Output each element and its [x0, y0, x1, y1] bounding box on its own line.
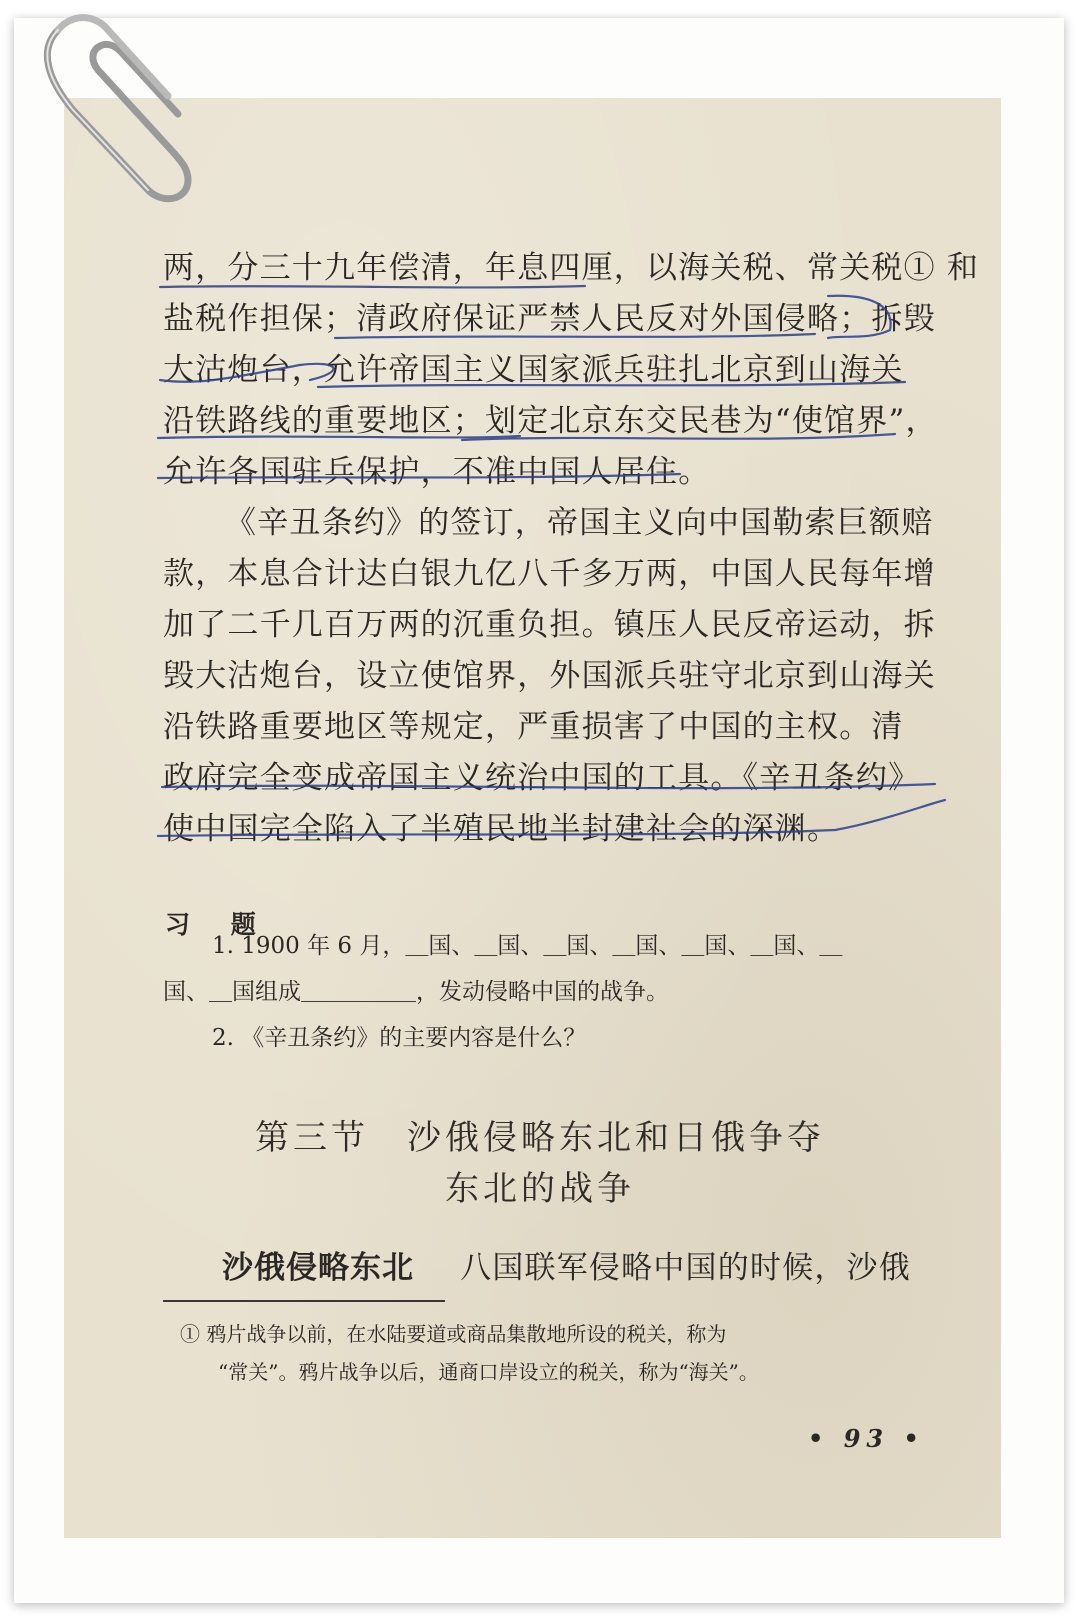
exercise-q1-line1: 1. 1900 年 6 月，＿国、＿国、＿国、＿国、＿国、＿国、＿ [212, 933, 843, 959]
paperclip-icon [28, 0, 198, 210]
body-line-6: 《辛丑条约》的签订，帝国主义向中国勒索巨额赔 [225, 505, 934, 541]
exercise-q1-line2: 国、＿国组成＿＿＿＿＿，发动侵略中国的战争。 [163, 979, 669, 1005]
body-line-5: 允许各国驻兵保护，不准中国人居住。 [163, 454, 711, 490]
body-line-2: 盐税作担保；清政府保证严禁人民反对外国侵略；拆毁 [163, 301, 936, 337]
section-lead-paragraph [222, 1248, 922, 1288]
body-line-9: 毁大沽炮台，设立使馆界，外国派兵驻守北京到山海关 [163, 658, 936, 694]
exercise-q2: 2. 《辛丑条约》的主要内容是什么？ [212, 1025, 587, 1051]
page-number: • 93 • [808, 1424, 925, 1453]
body-line-8: 加了二千几百万两的沉重负担。镇压人民反帝运动，拆 [163, 607, 936, 643]
footnote-line1: ① 鸦片战争以前，在水陆要道或商品集散地所设的税关，称为 [180, 1322, 727, 1346]
footnote-divider [163, 1300, 445, 1302]
section-title-line1: 第三节 沙俄侵略东北和日俄争夺 [255, 1118, 825, 1158]
body-line-11: 政府完全变成帝国主义统治中国的工具。《辛丑条约》 [163, 760, 921, 796]
body-line-1: 两，分三十九年偿清，年息四厘，以海关税、常关税① 和 [163, 250, 980, 286]
body-line-10: 沿铁路重要地区等规定，严重损害了中国的主权。清 [163, 709, 904, 745]
exercises-heading: 习 题 [165, 910, 272, 939]
body-line-7: 款，本息合计达白银九亿八千多万两，中国人民每年增 [163, 556, 936, 592]
section-subheading: 沙俄侵略东北 [222, 1250, 414, 1286]
section-title-line2: 东北的战争 [445, 1169, 635, 1209]
body-line-3: 大沽炮台，允许帝国主义国家派兵驻扎北京到山海关 [163, 352, 904, 388]
body-line-4: 沿铁路线的重要地区；划定北京东交民巷为“使馆界”， [163, 403, 938, 439]
footnote-line2: “常关”。鸦片战争以后，通商口岸设立的税关，称为“海关”。 [218, 1360, 759, 1384]
body-line-12: 使中国完全陷入了半殖民地半封建社会的深渊。 [163, 811, 840, 847]
section-lead-text: 八国联军侵略中国的时候，沙俄 [460, 1250, 911, 1286]
